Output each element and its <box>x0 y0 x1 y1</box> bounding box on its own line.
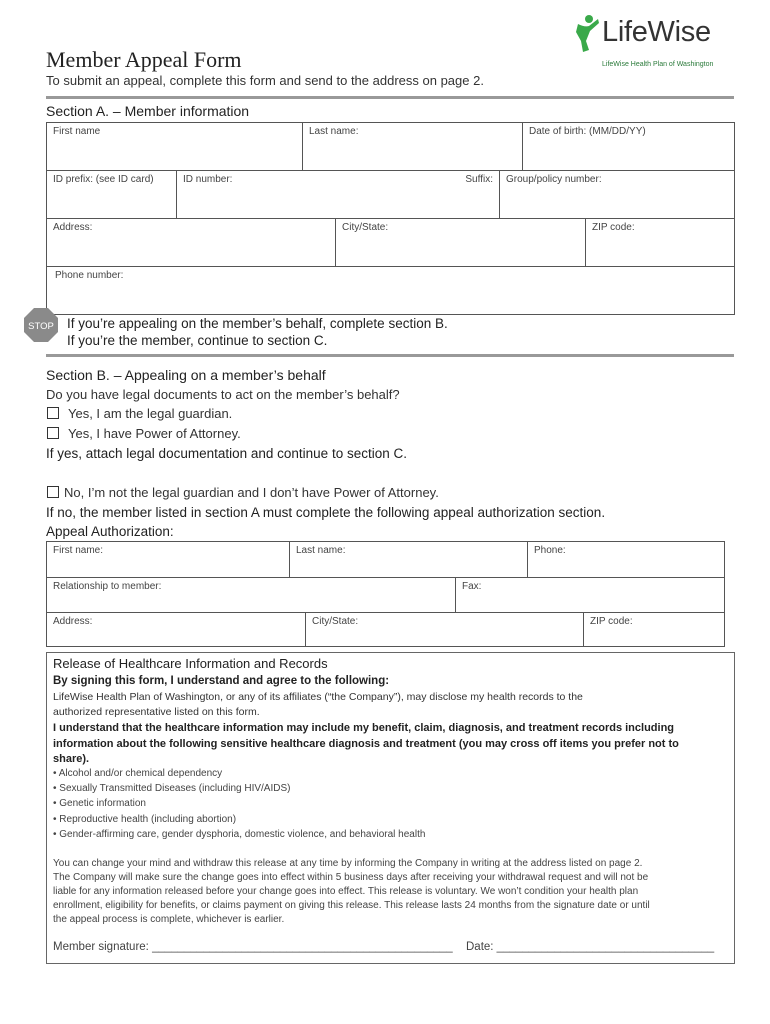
field-label: Phone number: <box>55 270 124 281</box>
field-label: Last name: <box>309 126 359 137</box>
field-label: Last name: <box>296 545 346 556</box>
field-label: Relationship to member: <box>53 581 162 592</box>
field-label: First name <box>53 126 101 137</box>
auth-last-name-field[interactable] <box>290 542 528 578</box>
relationship-field[interactable] <box>47 578 456 613</box>
member-info-grid <box>46 122 735 315</box>
bullet-item: • Genetic information <box>53 798 146 809</box>
field-label: Address: <box>53 222 93 233</box>
lifewise-logo-icon <box>572 14 602 54</box>
field-label: ZIP code: <box>592 222 635 233</box>
id-prefix-field[interactable] <box>47 171 177 219</box>
field-label: ID prefix: (see ID card) <box>53 174 154 185</box>
release-understand-2: information about the following sensitive healthcare diagnosis and treatment (you may cross off items you prefer not to <box>53 738 679 750</box>
divider <box>46 354 734 357</box>
release-understand-3: share). <box>53 753 90 765</box>
legal-docs-question: Do you have legal documents to act on the member’s behalf? <box>46 387 400 402</box>
dob-field[interactable] <box>523 123 735 171</box>
logo-subtitle: LifeWise Health Plan of Washington <box>602 61 714 68</box>
field-label: City/State: <box>342 222 389 233</box>
field-label: Date of birth: (MM/DD/YY) <box>529 126 646 137</box>
bullet-item: • Reproductive health (including abortion) <box>53 814 237 825</box>
release-title: Release of Healthcare Information and Records <box>53 656 328 671</box>
member-signature-line[interactable]: Member signature: _______________________________________________ <box>53 941 453 953</box>
field-label: Group/policy number: <box>506 174 602 185</box>
stop-line-1: If you’re appealing on the member’s behalf, complete section B. <box>67 316 448 331</box>
bullet-item: • Sexually Transmitted Diseases (including HIV/AIDS) <box>53 783 291 794</box>
field-label: ZIP code: <box>590 616 633 627</box>
field-label: ID number: <box>183 174 233 185</box>
auth-phone-field[interactable] <box>528 542 725 578</box>
section-b-heading: Section B. – Appealing on a member’s behalf <box>46 367 326 383</box>
first-name-field[interactable] <box>47 123 303 171</box>
field-label: City/State: <box>312 616 359 627</box>
if-no-instruction: If no, the member listed in section A must complete the following appeal authorization section. <box>46 505 606 520</box>
date-line[interactable]: Date: __________________________________ <box>466 941 715 953</box>
city-state-field[interactable] <box>336 219 586 267</box>
last-name-field[interactable] <box>303 123 523 171</box>
appeal-authorization-heading: Appeal Authorization: <box>46 524 174 539</box>
release-agree: By signing this form, I understand and agree to the following: <box>53 675 390 687</box>
legal-guardian-checkbox[interactable] <box>47 407 59 419</box>
no-legal-docs-checkbox[interactable] <box>47 486 59 498</box>
no-legal-docs-label: No, I’m not the legal guardian and I don’t have Power of Attorney. <box>64 485 439 500</box>
suffix-label: Suffix: <box>465 174 493 185</box>
field-label: Phone: <box>534 545 566 556</box>
stop-sign-icon <box>24 308 58 342</box>
field-label: Address: <box>53 616 93 627</box>
release-disclose-2: authorized representative listed on this form. <box>53 706 260 718</box>
form-subtitle: To submit an appeal, complete this form and send to the address on page 2. <box>46 73 484 88</box>
release-para-3: liable for any information released before your change goes into effect. This release is voluntary. We won’t condition your health plan <box>53 886 639 897</box>
release-para-2: The Company will make sure the change goes into effect within 5 business days after receiving your withdrawal request and will not be <box>53 872 649 883</box>
field-label: First name: <box>53 545 104 556</box>
auth-zip-field[interactable] <box>584 613 725 647</box>
logo-wordmark: LifeWise <box>602 16 711 48</box>
stop-icon-text: STOP <box>28 321 54 332</box>
bullet-item: • Alcohol and/or chemical dependency <box>53 768 223 779</box>
phone-field[interactable] <box>47 267 735 315</box>
release-disclose-1: LifeWise Health Plan of Washington, or any of its affiliates (“the Company”), may disclose my health records to the <box>53 691 583 703</box>
group-number-field[interactable] <box>500 171 735 219</box>
legal-guardian-label: Yes, I am the legal guardian. <box>68 406 233 421</box>
stop-line-2: If you’re the member, continue to section C. <box>67 333 328 348</box>
release-para-1: You can change your mind and withdraw this release at any time by informing the Company in writing at the address listed on page 2. <box>53 858 643 869</box>
authorization-grid <box>46 541 725 647</box>
field-label: Fax: <box>462 581 482 592</box>
id-number-field[interactable] <box>177 171 500 219</box>
power-of-attorney-checkbox[interactable] <box>47 427 59 439</box>
form-title: Member Appeal Form <box>46 47 242 72</box>
release-understand-1: I understand that the healthcare information may include my benefit, claim, diagnosis, and treatment records including <box>53 722 675 734</box>
auth-city-state-field[interactable] <box>306 613 584 647</box>
address-field[interactable] <box>47 219 336 267</box>
auth-first-name-field[interactable] <box>47 542 290 578</box>
zip-field[interactable] <box>586 219 735 267</box>
fax-field[interactable] <box>456 578 725 613</box>
section-a-heading: Section A. – Member information <box>46 103 250 119</box>
auth-address-field[interactable] <box>47 613 306 647</box>
power-of-attorney-label: Yes, I have Power of Attorney. <box>68 426 241 441</box>
divider <box>46 96 734 99</box>
release-para-5: the appeal process is complete, whichever is earlier. <box>53 914 285 925</box>
bullet-item: • Gender-affirming care, gender dysphoria, domestic violence, and behavioral health <box>53 829 426 840</box>
if-yes-instruction: If yes, attach legal documentation and continue to section C. <box>46 446 407 461</box>
release-para-4: enrollment, eligibility for benefits, or claims payment on giving this release. This release lasts 24 months from the signature date or until <box>53 900 650 911</box>
